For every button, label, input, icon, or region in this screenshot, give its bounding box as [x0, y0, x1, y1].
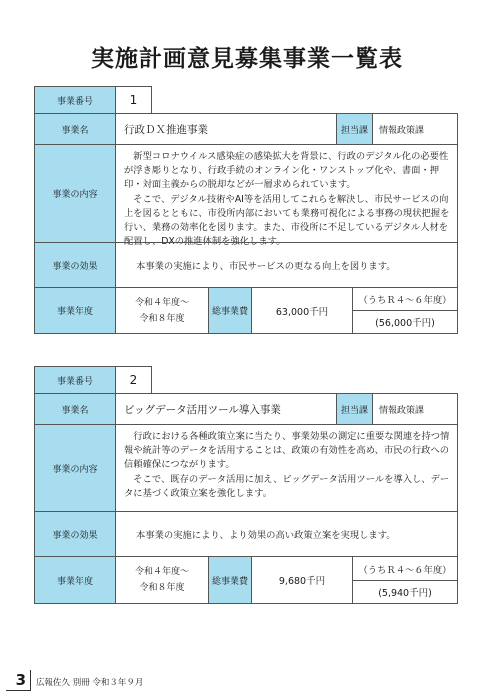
- project-record: [34, 366, 458, 604]
- project-name-label: 事業名: [34, 113, 116, 145]
- year-end: 令和８年度: [139, 313, 185, 324]
- publication-info: 広報佐久 別冊 令和３年９月: [36, 678, 144, 688]
- content-label: 事業の内容: [34, 144, 116, 243]
- content-paragraph: そこで、デジタル技術やAI等を活用してこれらを解決し、市民サービスの向上を図るとともに、市役所内部においても業務可視化による事務の現状把握を行い、業務の効率化を図ります。また、市役所に不足しているデジタル人材を配置し、DXの推進体制を強化します。: [124, 193, 450, 248]
- effect-label: 事業の効果: [34, 242, 116, 288]
- sub-period-cost: (5,940千円): [352, 580, 458, 604]
- year-range: [115, 287, 209, 334]
- project-record: [34, 86, 458, 334]
- project-number: 1: [115, 86, 152, 114]
- page-title: 実施計画意見募集事業一覧表: [91, 46, 403, 72]
- cost-label: 総事業費: [208, 287, 252, 334]
- department: 情報政策課: [372, 393, 458, 425]
- project-name-label: 事業名: [34, 393, 116, 425]
- effect-text: 本事業の実施により、より効果の高い政策立案を実現します。: [115, 511, 458, 557]
- total-cost: 9,680千円: [251, 556, 353, 604]
- cost-label: 総事業費: [208, 556, 252, 604]
- sub-period-label: （うちＲ４～６年度）: [352, 556, 458, 581]
- project-name: ビッグデータ活用ツール導入事業: [115, 393, 337, 425]
- department: 情報政策課: [372, 113, 458, 145]
- total-cost: 63,000千円: [251, 287, 353, 334]
- year-label: 事業年度: [34, 556, 116, 604]
- project-number-label: 事業番号: [34, 86, 116, 114]
- project-number-label: 事業番号: [34, 366, 116, 394]
- year-label: 事業年度: [34, 287, 116, 334]
- page-number: 3: [6, 670, 31, 691]
- department-label: 担当課: [336, 393, 373, 425]
- content-text: [115, 144, 458, 248]
- content-paragraph: 新型コロナウイルス感染症の感染拡大を背景に、行政のデジタル化の必要性が浮き彫りとなり、行政手続のオンライン化・ワンストップ化や、書面・押印・対面主義からの脱却などが一層求められています。: [124, 151, 449, 191]
- effect-text: 本事業の実施により、市民サービスの更なる向上を図ります。: [115, 242, 458, 288]
- year-start: 令和４年度～: [134, 297, 189, 308]
- project-number: 2: [115, 366, 152, 394]
- sub-period-cost: (56,000千円): [352, 310, 458, 334]
- content-paragraph: 行政における各種政策立案に当たり、事業効果の測定に重要な関連を持つ情報や統計等のデータを活用することは、政策の有効性を高め、市民の行政への信頼確保につながります。: [124, 431, 450, 471]
- content-text: [115, 424, 458, 512]
- year-range: [115, 556, 209, 604]
- year-end: 令和８年度: [139, 583, 185, 593]
- year-start: 令和４年度～: [134, 567, 189, 577]
- content-paragraph: そこで、既存のデータ活用に加え、ビッグデータ活用ツールを導入し、データに基づく政策立案を強化します。: [124, 473, 450, 499]
- sub-period-label: （うちＲ４～６年度）: [352, 287, 458, 311]
- department-label: 担当課: [336, 113, 373, 145]
- page-footer: [0, 670, 494, 696]
- effect-label: 事業の効果: [34, 511, 116, 557]
- content-label: 事業の内容: [34, 424, 116, 512]
- project-name: 行政ＤＸ推進事業: [115, 113, 337, 145]
